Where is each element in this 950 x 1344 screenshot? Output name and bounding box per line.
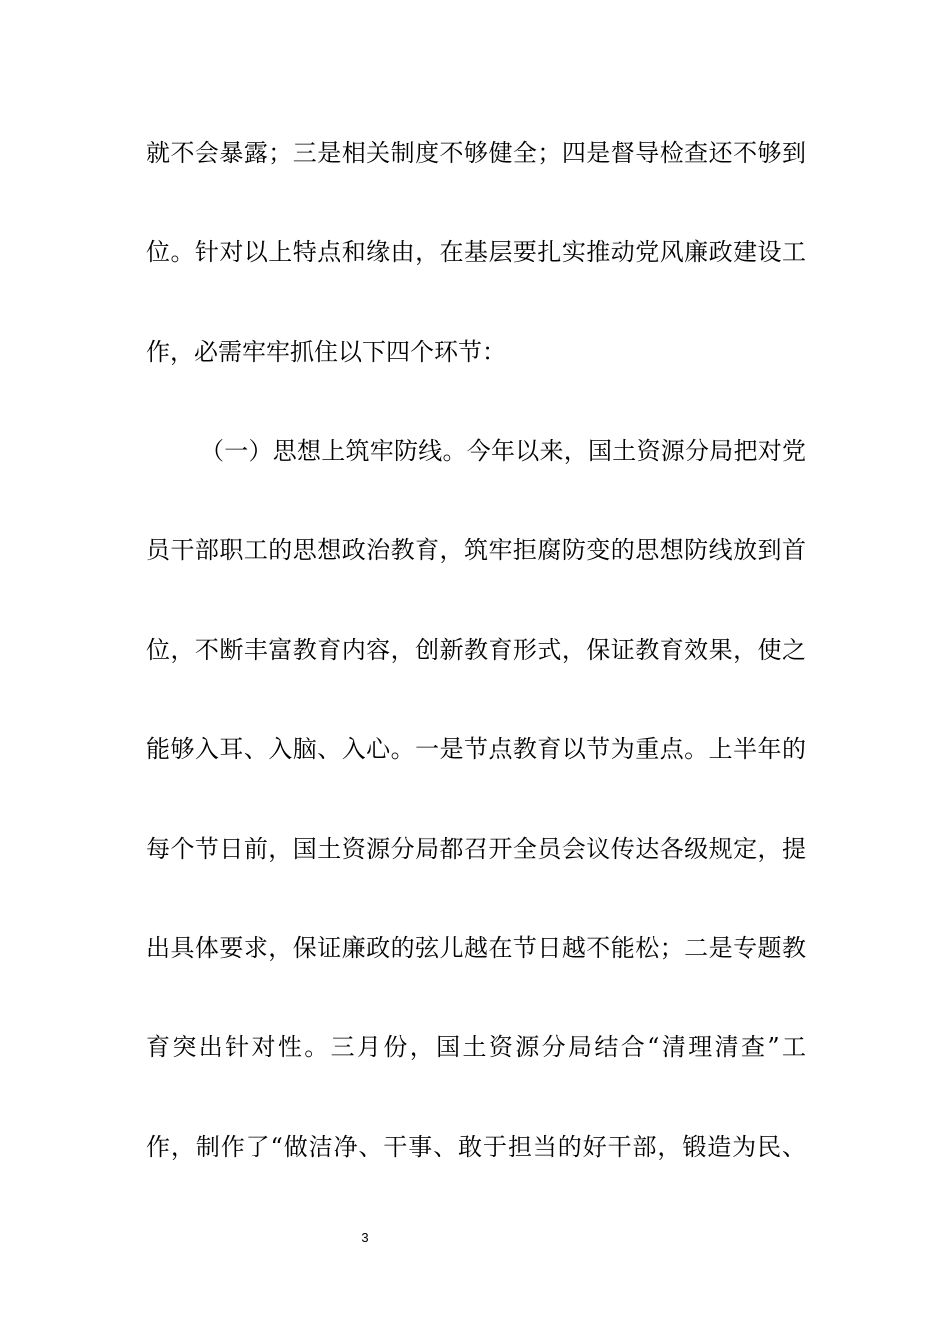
text-line-4: （一）思想上筑牢防线。今年以来，国土资源分局把对党 [200, 437, 806, 465]
text-line-10: 育突出针对性。三月份，国土资源分局结合“清理清查”工 [146, 1033, 806, 1061]
page-number: 3 [361, 1230, 369, 1245]
text-line-8: 每个节日前，国土资源分局都召开全员会议传达各级规定，提 [146, 835, 806, 863]
text-line-9: 出具体要求，保证廉政的弦儿越在节日越不能松；二是专题教 [146, 934, 806, 962]
text-line-1: 就不会暴露；三是相关制度不够健全；四是督导检查还不够到 [146, 139, 806, 167]
text-line-7: 能够入耳、入脑、入心。一是节点教育以节为重点。上半年的 [146, 735, 806, 763]
text-line-11: 作，制作了“做洁净、干事、敢于担当的好干部，锻造为民、 [146, 1133, 806, 1161]
text-line-6: 位，不断丰富教育内容，创新教育形式，保证教育效果，使之 [146, 636, 806, 664]
text-line-2: 位。针对以上特点和缘由，在基层要扎实推动党风廉政建设工 [146, 238, 806, 266]
text-line-5: 员干部职工的思想政治教育，筑牢拒腐防变的思想防线放到首 [146, 536, 806, 564]
text-line-3: 作，必需牢牢抓住以下四个环节： [146, 338, 506, 366]
